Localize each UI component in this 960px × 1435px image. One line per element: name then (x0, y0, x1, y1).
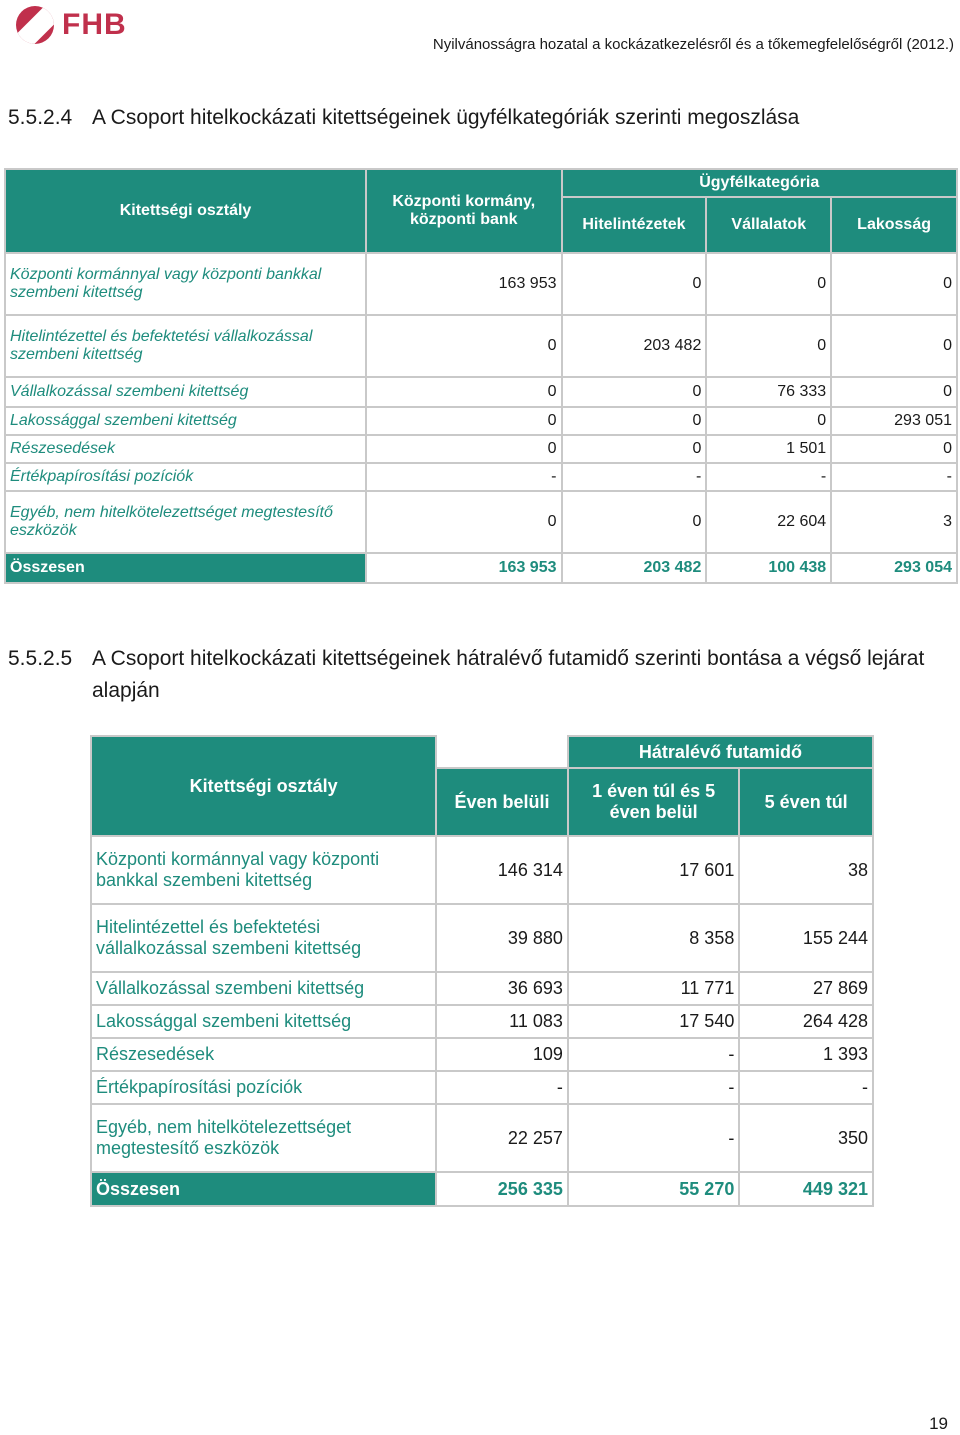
section-heading-2 (8, 643, 958, 707)
table-cell: 0 (562, 377, 707, 407)
table-cell: - (568, 1038, 739, 1071)
column-header: 1 éven túl és 5 éven belül (568, 768, 739, 836)
group-header: Ügyfélkategória (562, 169, 958, 197)
row-label: Egyéb, nem hitelkötelezettséget megtestesítő eszközök (91, 1104, 436, 1172)
total-cell: 203 482 (562, 553, 707, 583)
column-header: Éven belüli (436, 768, 568, 836)
row-label: Értékpapírosítási pozíciók (91, 1071, 436, 1104)
table-cell: 3 (831, 491, 957, 553)
table-cell: - (366, 463, 561, 491)
table-cell: 11 771 (568, 972, 739, 1005)
table-cell: 0 (366, 377, 561, 407)
total-row (5, 553, 957, 583)
corner-header: Kitettségi osztály (91, 736, 436, 836)
table-cell: 22 257 (436, 1104, 568, 1172)
table-row (91, 904, 873, 972)
table-cell: 0 (366, 435, 561, 463)
row-label: Egyéb, nem hitelkötelezettséget megtestesítő eszközök (5, 491, 366, 553)
table-cell: 0 (706, 315, 831, 377)
document-title: Nyilvánosságra hozatal a kockázatkezelésről és a tőkemegfelelőségről (2012.) (432, 36, 954, 53)
column-header: 5 éven túl (739, 768, 873, 836)
total-cell: 256 335 (436, 1172, 568, 1206)
table-row (91, 1104, 873, 1172)
table-cell: 0 (831, 315, 957, 377)
table-cell: 17 540 (568, 1005, 739, 1038)
table-row (91, 1005, 873, 1038)
table-cell: 203 482 (562, 315, 707, 377)
table-cell: 0 (706, 253, 831, 315)
table-cell: 17 601 (568, 836, 739, 904)
total-cell: 293 054 (831, 553, 957, 583)
table-cell: 0 (562, 491, 707, 553)
table-cell: 0 (366, 407, 561, 435)
column-header: Központi kormány, központi bank (366, 169, 561, 253)
column-header: Lakosság (831, 197, 957, 253)
table-row (5, 491, 957, 553)
table-cell: 11 083 (436, 1005, 568, 1038)
table-cell: 293 051 (831, 407, 957, 435)
table-cell: 0 (831, 377, 957, 407)
table-cell: 0 (562, 407, 707, 435)
row-label: Hitelintézettel és befektetési vállalkozással szembeni kitettség (91, 904, 436, 972)
table-cell: 22 604 (706, 491, 831, 553)
table-cell: 0 (562, 253, 707, 315)
table-cell: 76 333 (706, 377, 831, 407)
column-header: Hitelintézetek (562, 197, 707, 253)
table-cell: 0 (366, 491, 561, 553)
table-row (5, 407, 957, 435)
section-number: 5.5.2.4 (8, 106, 73, 129)
table-row (5, 463, 957, 491)
total-cell: 55 270 (568, 1172, 739, 1206)
section-title: A Csoport hitelkockázati kitettségeinek ügyfélkategóriák szerinti megoszlása (92, 106, 800, 129)
table-row (91, 1038, 873, 1071)
section-heading-1 (8, 102, 799, 134)
fhb-logo-mark-icon (16, 6, 54, 44)
table-cell: 8 358 (568, 904, 739, 972)
row-label: Központi kormánnyal vagy központi bankkal szembeni kitettség (91, 836, 436, 904)
table-row (91, 836, 873, 904)
row-label: Hitelintézettel és befektetési vállalkozással szembeni kitettség (5, 315, 366, 377)
total-cell: 449 321 (739, 1172, 873, 1206)
table-cell: 27 869 (739, 972, 873, 1005)
table-cell: 1 393 (739, 1038, 873, 1071)
table-row (91, 972, 873, 1005)
customer-category-table (4, 168, 958, 584)
row-label: Értékpapírosítási pozíciók (5, 463, 366, 491)
table-cell: 350 (739, 1104, 873, 1172)
table-row (5, 377, 957, 407)
table-cell: 38 (739, 836, 873, 904)
maturity-table (90, 735, 874, 1207)
table-cell: 36 693 (436, 972, 568, 1005)
table-cell: 0 (831, 435, 957, 463)
page-number: 19 (929, 1414, 948, 1433)
corner-header: Kitettségi osztály (5, 169, 366, 253)
table-cell: 146 314 (436, 836, 568, 904)
empty-header-cell (436, 736, 568, 768)
row-label: Lakossággal szembeni kitettség (5, 407, 366, 435)
page-header (0, 0, 960, 60)
table-cell: 163 953 (366, 253, 561, 315)
total-cell: 163 953 (366, 553, 561, 583)
table-row (5, 253, 957, 315)
table-cell: 0 (562, 435, 707, 463)
table-cell: 1 501 (706, 435, 831, 463)
section-title-continuation: alapján (92, 679, 160, 702)
column-header: Vállalatok (706, 197, 831, 253)
row-label: Lakossággal szembeni kitettség (91, 1005, 436, 1038)
table-cell: 264 428 (739, 1005, 873, 1038)
row-label: Részesedések (5, 435, 366, 463)
group-header: Hátralévő futamidő (568, 736, 873, 768)
total-label: Összesen (5, 553, 366, 583)
total-cell: 100 438 (706, 553, 831, 583)
table-cell: - (706, 463, 831, 491)
row-label: Részesedések (91, 1038, 436, 1071)
table-cell: 0 (706, 407, 831, 435)
table-cell: - (831, 463, 957, 491)
table-cell: - (436, 1071, 568, 1104)
row-label: Vállalkozással szembeni kitettség (5, 377, 366, 407)
fhb-logo (16, 6, 127, 44)
table-cell: - (568, 1071, 739, 1104)
logo-text: FHB (62, 8, 127, 41)
section-title: A Csoport hitelkockázati kitettségeinek hátralévő futamidő szerinti bontása a végső lejárat (92, 647, 925, 670)
row-label: Vállalkozással szembeni kitettség (91, 972, 436, 1005)
table-cell: 155 244 (739, 904, 873, 972)
table-cell: - (562, 463, 707, 491)
table-cell: 39 880 (436, 904, 568, 972)
table-cell: - (739, 1071, 873, 1104)
table-cell: 0 (366, 315, 561, 377)
table-cell: 109 (436, 1038, 568, 1071)
total-row (91, 1172, 873, 1206)
table-row (5, 435, 957, 463)
total-label: Összesen (91, 1172, 436, 1206)
table-cell: 0 (831, 253, 957, 315)
table-row (91, 1071, 873, 1104)
section-number: 5.5.2.5 (8, 647, 73, 670)
table-row (5, 315, 957, 377)
row-label: Központi kormánnyal vagy központi bankkal szembeni kitettség (5, 253, 366, 315)
table-cell: - (568, 1104, 739, 1172)
